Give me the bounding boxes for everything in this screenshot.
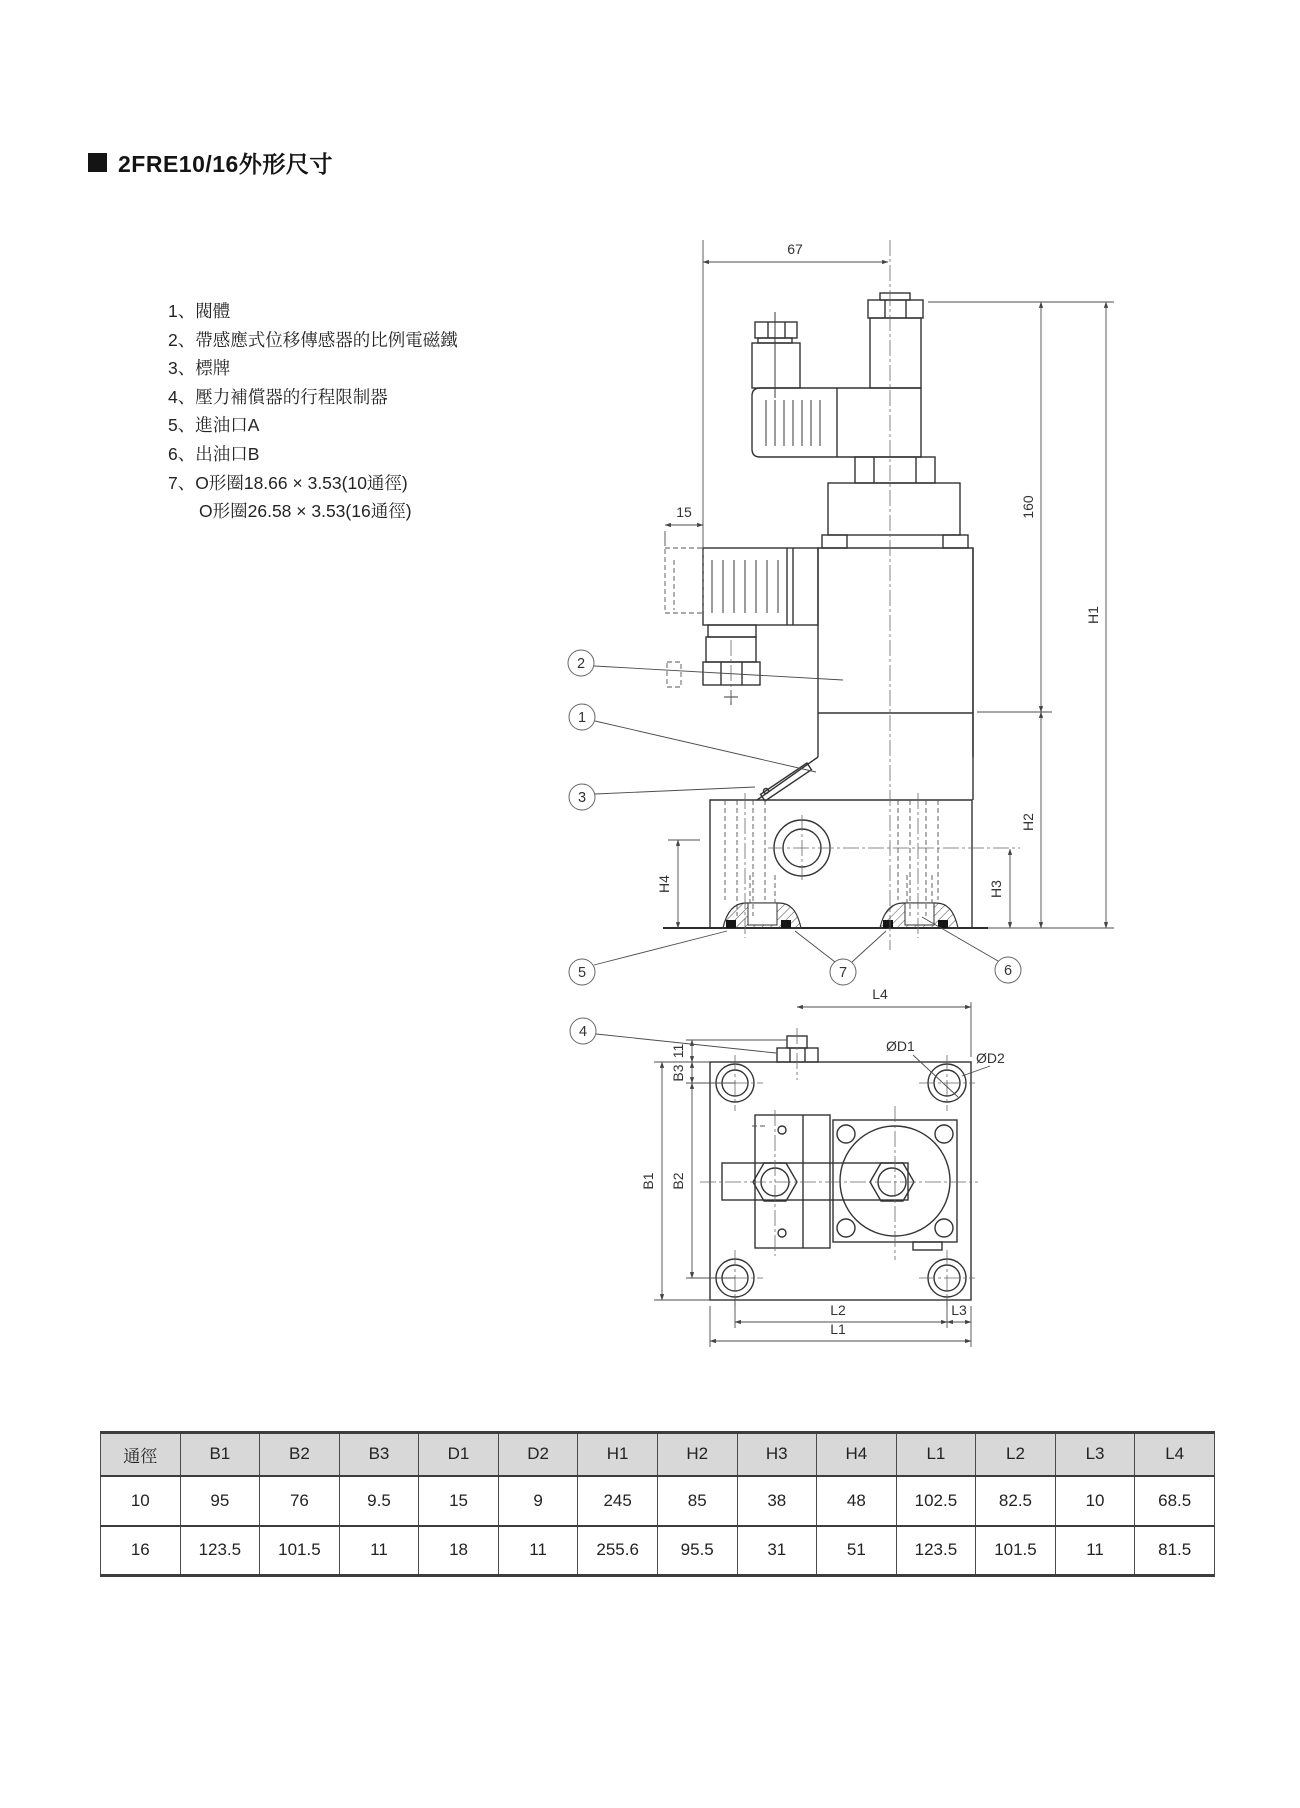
- cell: 95: [180, 1476, 260, 1526]
- dim-label-h4: H4: [656, 875, 672, 893]
- cell: 10: [1055, 1476, 1135, 1526]
- col-header: H4: [817, 1433, 897, 1476]
- col-header: 通徑: [101, 1433, 181, 1476]
- cell: 102.5: [896, 1476, 976, 1526]
- bottom-view-outline: [710, 1036, 971, 1300]
- col-header: H3: [737, 1433, 817, 1476]
- cell: 16: [101, 1526, 181, 1576]
- cell: 245: [578, 1476, 658, 1526]
- cell: 123.5: [896, 1526, 976, 1576]
- callout-1: 1: [577, 710, 587, 726]
- cell: 38: [737, 1476, 817, 1526]
- dim-label-67: 67: [787, 241, 803, 257]
- parts-list-item-7: 7、O形圈18.66 × 3.53(10通徑): [168, 472, 408, 493]
- bottom-view: [570, 986, 1005, 1347]
- col-header: L3: [1055, 1433, 1135, 1476]
- col-header: B3: [339, 1433, 419, 1476]
- parts-list-item-7b: O形圈26.58 × 3.53(16通徑): [199, 501, 412, 522]
- cell: 85: [657, 1476, 737, 1526]
- dim-label-l3: L3: [951, 1302, 967, 1318]
- cell: 255.6: [578, 1526, 658, 1576]
- dim-label-d2: ØD2: [976, 1050, 1005, 1066]
- bottom-center-lines: [700, 1028, 978, 1306]
- front-view: [568, 240, 1114, 985]
- dim-label-h1: H1: [1085, 606, 1101, 624]
- parts-list-item-2: 2、帶感應式位移傳感器的比例電磁鐵: [168, 329, 458, 350]
- dim-label-l1: L1: [830, 1321, 846, 1337]
- cell: 9: [498, 1476, 578, 1526]
- front-hidden-lines: [665, 548, 938, 916]
- cell: 48: [817, 1476, 897, 1526]
- cell: 95.5: [657, 1526, 737, 1576]
- cell: 68.5: [1135, 1476, 1215, 1526]
- dimension-table: [100, 1431, 1215, 1577]
- cell: 11: [1055, 1526, 1135, 1576]
- cell: 81.5: [1135, 1526, 1215, 1576]
- cell: 82.5: [976, 1476, 1056, 1526]
- parts-list-item-4: 4、壓力補償器的行程限制器: [168, 386, 388, 407]
- cell: 10: [101, 1476, 181, 1526]
- col-header: L4: [1135, 1433, 1215, 1476]
- dim-label-15: 15: [676, 504, 692, 520]
- dim-label-b1: B1: [640, 1172, 656, 1190]
- col-header: L2: [976, 1433, 1056, 1476]
- front-dimension-lines: [665, 262, 1106, 928]
- cell: 18: [419, 1526, 499, 1576]
- table-row-size-10: [101, 1476, 1215, 1526]
- port-a-bore: [748, 903, 777, 925]
- dim-label-d1: ØD1: [886, 1038, 915, 1054]
- col-header: B1: [180, 1433, 260, 1476]
- dim-label-h2: H2: [1020, 813, 1036, 831]
- dim-label-l4: L4: [872, 986, 888, 1002]
- col-header: H1: [578, 1433, 658, 1476]
- dim-label-160: 160: [1020, 495, 1036, 519]
- cell: 11: [339, 1526, 419, 1576]
- coil-fins: [712, 312, 820, 705]
- parts-list-item-3: 3、標牌: [168, 358, 231, 379]
- dim-label-l2: L2: [830, 1302, 846, 1318]
- callout-4: 4: [578, 1024, 588, 1040]
- col-header: D2: [498, 1433, 578, 1476]
- cell: 31: [737, 1526, 817, 1576]
- front-callouts: [568, 650, 1021, 985]
- col-header: L1: [896, 1433, 976, 1476]
- dim-label-h3: H3: [988, 880, 1004, 898]
- page-title: 2FRE10/16外形尺寸: [118, 151, 333, 177]
- callout-2: 2: [576, 656, 586, 672]
- cell: 76: [260, 1476, 340, 1526]
- dimension-table-header: [101, 1433, 1215, 1476]
- callout-5: 5: [577, 965, 587, 981]
- bottom-extension-lines: [654, 1002, 971, 1347]
- callout-3: 3: [577, 790, 587, 806]
- callout-6: 6: [1003, 963, 1013, 979]
- parts-list-item-1: 1、閥體: [168, 301, 231, 321]
- dim-label-b3: B3: [670, 1064, 686, 1082]
- parts-list-item-5: 5、進油口A: [168, 415, 260, 436]
- cell: 101.5: [976, 1526, 1056, 1576]
- front-view-outline: [703, 293, 973, 928]
- cell: 9.5: [339, 1476, 419, 1526]
- col-header: D1: [419, 1433, 499, 1476]
- cell: 51: [817, 1526, 897, 1576]
- dim-label-b2: B2: [670, 1172, 686, 1190]
- cell: 15: [419, 1476, 499, 1526]
- table-row-size-16: [101, 1526, 1215, 1576]
- cell: 11: [498, 1526, 578, 1576]
- col-header: B2: [260, 1433, 340, 1476]
- parts-list-item-6: 6、出油口B: [168, 443, 260, 464]
- front-extension-lines: [665, 240, 1114, 928]
- dim-label-11: 11: [670, 1043, 686, 1059]
- col-header: H2: [657, 1433, 737, 1476]
- callout-7: 7: [838, 965, 848, 981]
- bottom-dimension-lines: [662, 1007, 990, 1341]
- cell: 101.5: [260, 1526, 340, 1576]
- cell: 123.5: [180, 1526, 260, 1576]
